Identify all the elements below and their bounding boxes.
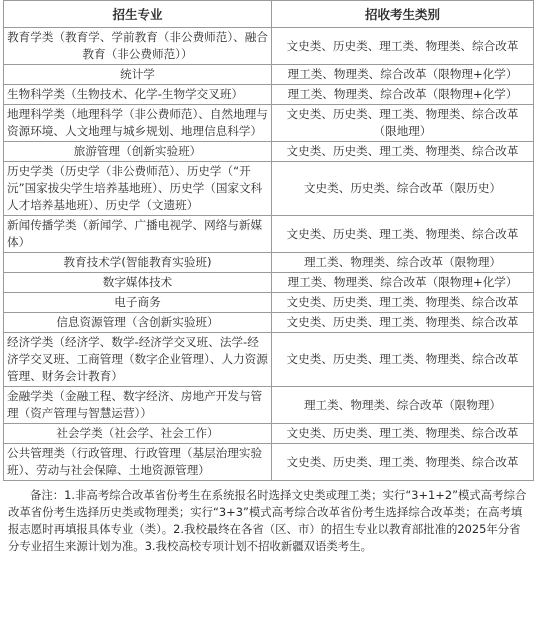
table-row [4,162,534,216]
category-cell: 文史类、历史类、理工类、物理类、综合改革 [272,293,534,313]
major-cell: 地理科学类（地理科学（非公费师范）、自然地理与资源环境、人文地理与城乡规划、地理信息科学） [4,105,272,142]
category-cell: 理工类、物理类、综合改革（限物理+化学） [272,65,534,85]
admissions-table [3,0,534,481]
table-row [4,142,534,162]
major-cell: 旅游管理（创新实验班） [4,142,272,162]
table-row [4,273,534,293]
table-row [4,105,534,142]
major-cell: 经济学类（经济学、数学-经济学交叉班、法学-经济学交叉班、工商管理（数字企业管理）、人力资源管理、财务会计教育） [4,333,272,387]
category-cell: 文史类、历史类、理工类、物理类、综合改革 [272,28,534,65]
category-cell: 文史类、历史类、理工类、物理类、综合改革 [272,444,534,481]
table-row [4,387,534,424]
table-row [4,293,534,313]
major-cell: 历史学类（历史学（非公费师范）、历史学（“开沅”国家拔尖学生培养基地班）、历史学（国家文科人才培养基地班）、历史学（文遗班） [4,162,272,216]
table-row [4,28,534,65]
table-row [4,313,534,333]
category-cell: 理工类、物理类、综合改革（限物理+化学） [272,85,534,105]
category-cell: 文史类、历史类、理工类、物理类、综合改革 [272,216,534,253]
table-row [4,85,534,105]
category-cell: 文史类、历史类、理工类、物理类、综合改革 [272,424,534,444]
table-row [4,424,534,444]
category-cell: 理工类、物理类、综合改革（限物理） [272,387,534,424]
major-cell: 生物科学类（生物技术、化学-生物学交叉班） [4,85,272,105]
header-major: 招生专业 [4,1,272,28]
header-category: 招收考生类别 [272,1,534,28]
major-cell: 社会学类（社会学、社会工作） [4,424,272,444]
major-cell: 教育学类（教育学、学前教育（非公费师范）、融合教育（非公费师范）） [4,28,272,65]
table-row [4,65,534,85]
category-cell: 文史类、历史类、理工类、物理类、综合改革 [272,142,534,162]
major-cell: 数字媒体技术 [4,273,272,293]
table-row [4,444,534,481]
major-cell: 统计学 [4,65,272,85]
major-cell: 教育技术学(智能教育实验班) [4,253,272,273]
major-cell: 新闻传播学类（新闻学、广播电视学、网络与新媒体） [4,216,272,253]
major-cell: 信息资源管理（含创新实验班） [4,313,272,333]
table-header-row [4,1,534,28]
category-cell: 理工类、物理类、综合改革（限物理） [272,253,534,273]
footnote: 备注：1.非高考综合改革省份考生在系统报名时选择文史类或理工类；实行“3+1+2”模式高考综合改革省份考生选择历史类或物理类；实行“3+3”模式高考综合改革省份考生选择综合改革类；在高考填报志愿时再填报具体专业（类）。2.我校最终在各省（区、市）的招生专业以教育部批准的2025年分省分专业招生来源计划为准。3.我校高校专项计划不招收新疆双语类考生。 [8,488,527,553]
major-cell: 电子商务 [4,293,272,313]
category-cell: 理工类、物理类、综合改革（限物理+化学） [272,273,534,293]
category-cell: 文史类、历史类、理工类、物理类、综合改革（限地理） [272,105,534,142]
category-cell: 文史类、历史类、理工类、物理类、综合改革 [272,313,534,333]
table-row [4,333,534,387]
table-body [4,28,534,481]
major-cell: 公共管理类（行政管理、行政管理（基层治理实验班）、劳动与社会保障、土地资源管理） [4,444,272,481]
table-row [4,216,534,253]
category-cell: 文史类、历史类、理工类、物理类、综合改革 [272,333,534,387]
major-cell: 金融学类（金融工程、数字经济、房地产开发与管理（资产管理与智慧运营）） [4,387,272,424]
category-cell: 文史类、历史类、综合改革（限历史） [272,162,534,216]
table-row [4,253,534,273]
